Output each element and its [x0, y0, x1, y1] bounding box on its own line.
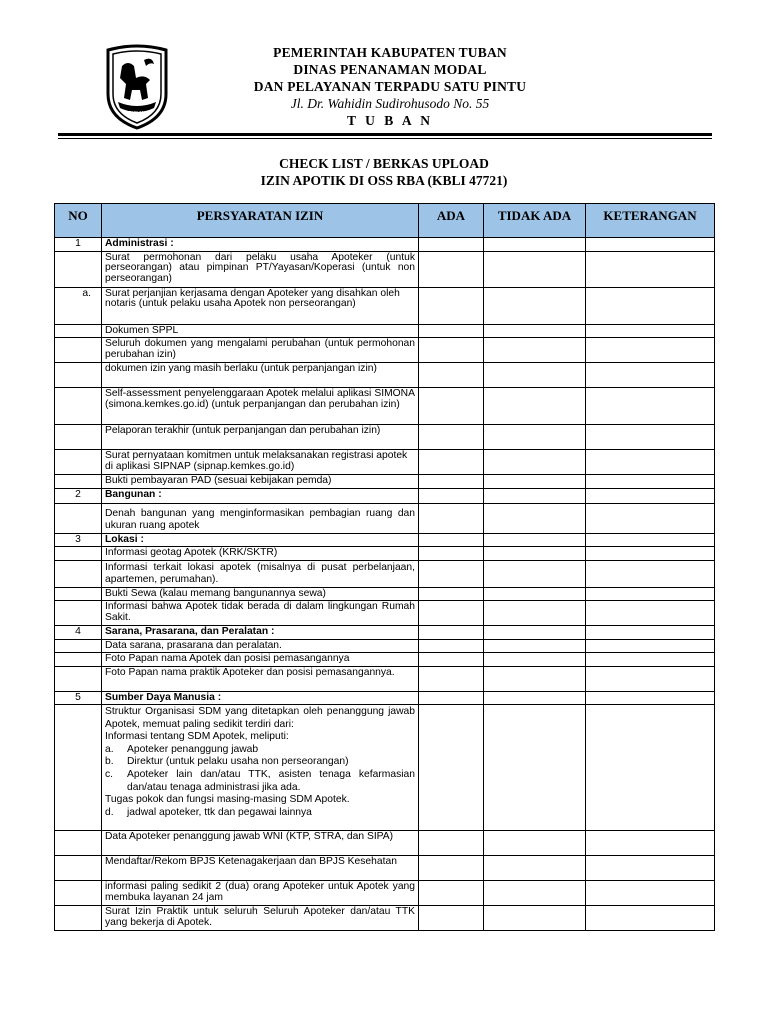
keterangan-cell[interactable]	[586, 324, 715, 338]
row-number	[55, 587, 102, 601]
sdm-item-d	[105, 807, 415, 820]
tidak-ada-cell[interactable]	[484, 338, 586, 363]
ada-cell[interactable]	[419, 488, 484, 503]
tidak-ada-cell[interactable]	[484, 324, 586, 338]
row-number	[55, 425, 102, 450]
table-row-section	[55, 238, 715, 252]
table-row	[55, 425, 715, 450]
requirement-text: Struktur Organisasi SDM yang ditetapkan oleh penanggung jawab Apotek, memuat paling sedikit terdiri dari:	[105, 706, 415, 730]
requirement-text: Surat permohonan dari pelaku usaha Apoteker (untuk perseorangan) atau pimpinan PT/Yayasan/Koperasi (untuk non perseorangan)	[102, 251, 419, 287]
header-no: NO	[55, 204, 102, 238]
keterangan-cell[interactable]	[586, 666, 715, 691]
ada-cell[interactable]	[419, 450, 484, 475]
table-row	[55, 831, 715, 856]
sdm-item-label: b.	[105, 756, 114, 768]
sdm-item-text: jadwal apoteker, ttk dan pegawai lainnya	[127, 806, 312, 818]
ada-cell[interactable]	[419, 547, 484, 561]
requirement-text: Pelaporan terakhir (untuk perpanjangan dan perubahan izin)	[102, 425, 419, 450]
tidak-ada-cell[interactable]	[484, 560, 586, 587]
row-number	[55, 705, 102, 831]
sdm-tugas-text: Tugas pokok dan fungsi masing-masing SDM Apotek.	[105, 794, 350, 806]
table-row	[55, 856, 715, 881]
section-title-bangunan: Bangunan :	[105, 488, 162, 500]
table-row-section	[55, 691, 715, 705]
row-number	[55, 547, 102, 561]
requirement-text: Bukti pembayaran PAD (sesuai kebijakan pemda)	[102, 475, 419, 489]
tidak-ada-cell[interactable]	[484, 653, 586, 667]
ada-cell[interactable]	[419, 363, 484, 388]
ada-cell[interactable]	[419, 666, 484, 691]
section-title-sdm: Sumber Daya Manusia :	[105, 691, 222, 703]
row-number	[55, 251, 102, 287]
table-row	[55, 653, 715, 667]
tidak-ada-cell[interactable]	[484, 587, 586, 601]
table-row	[55, 601, 715, 626]
keterangan-cell[interactable]	[586, 503, 715, 533]
keterangan-cell[interactable]	[586, 601, 715, 626]
requirement-text: Foto Papan nama praktik Apoteker dan posisi pemasangannya.	[102, 666, 419, 691]
keterangan-cell[interactable]	[586, 251, 715, 287]
row-number: 2	[55, 488, 102, 503]
requirement-text: Self-assessment penyelenggaraan Apotek melalui aplikasi SIMONA (simona.kemkes.go.id) (untuk perpanjangan dan perubahan izin)	[102, 388, 419, 425]
ada-cell[interactable]	[419, 639, 484, 653]
keterangan-cell[interactable]	[586, 653, 715, 667]
row-number	[55, 653, 102, 667]
requirement-text: Informasi bahwa Apotek tidak berada di dalam lingkungan Rumah Sakit.	[102, 601, 419, 626]
ada-cell[interactable]	[419, 601, 484, 626]
requirement-text: Data Apoteker penanggung jawab WNI (KTP, STRA, dan SIPA)	[102, 831, 419, 856]
tidak-ada-cell[interactable]	[484, 906, 586, 931]
letterhead	[0, 0, 768, 140]
ada-cell[interactable]	[419, 587, 484, 601]
sdm-item-text: Direktur (untuk pelaku usaha non perseorangan)	[127, 756, 349, 768]
table-row	[55, 587, 715, 601]
government-name: PEMERINTAH KABUPATEN TUBAN	[273, 45, 507, 60]
table-row	[55, 705, 715, 831]
keterangan-cell[interactable]	[586, 287, 715, 324]
sdm-item-a	[105, 744, 415, 757]
agency-name: DINAS PENANAMAN MODAL	[293, 62, 487, 77]
ada-cell[interactable]	[419, 503, 484, 533]
keterangan-cell[interactable]	[586, 856, 715, 881]
sdm-item-text: Apoteker penanggung jawab	[127, 743, 259, 755]
table-row	[55, 388, 715, 425]
tidak-ada-cell[interactable]	[484, 238, 586, 252]
agency-address: Jl. Dr. Wahidin Sudirohusodo No. 55	[290, 96, 490, 111]
table-row	[55, 450, 715, 475]
document-title-line2: IZIN APOTIK DI OSS RBA (KBLI 47721)	[260, 173, 508, 188]
letterhead-divider-thin	[58, 138, 712, 139]
tidak-ada-cell[interactable]	[484, 856, 586, 881]
keterangan-cell[interactable]	[586, 881, 715, 906]
keterangan-cell[interactable]	[586, 425, 715, 450]
keterangan-cell[interactable]	[586, 705, 715, 831]
section-title-sarana: Sarana, Prasarana, dan Peralatan :	[105, 626, 275, 637]
sdm-item-label: a.	[105, 743, 114, 755]
tidak-ada-cell[interactable]	[484, 388, 586, 425]
ada-cell[interactable]	[419, 388, 484, 425]
table-row	[55, 475, 715, 489]
keterangan-cell[interactable]	[586, 831, 715, 856]
row-number	[55, 831, 102, 856]
keterangan-cell[interactable]	[586, 363, 715, 388]
row-number: 5	[55, 691, 102, 705]
keterangan-cell[interactable]	[586, 547, 715, 561]
table-row	[55, 251, 715, 287]
row-number	[55, 475, 102, 489]
ada-cell[interactable]	[419, 691, 484, 705]
tidak-ada-cell[interactable]	[484, 475, 586, 489]
keterangan-cell[interactable]	[586, 587, 715, 601]
ada-cell[interactable]	[419, 906, 484, 931]
tidak-ada-cell[interactable]	[484, 705, 586, 831]
row-number	[55, 856, 102, 881]
header-tidak-ada: TIDAK ADA	[484, 204, 586, 238]
table-header-row	[55, 204, 715, 238]
header-keterangan: KETERANGAN	[586, 204, 715, 238]
requirement-text: Data sarana, prasarana dan peralatan.	[102, 639, 419, 653]
table-row	[55, 503, 715, 533]
tidak-ada-cell[interactable]	[484, 287, 586, 324]
ada-cell[interactable]	[419, 856, 484, 881]
ada-cell[interactable]	[419, 425, 484, 450]
row-number: 1	[55, 238, 102, 252]
ada-cell[interactable]	[419, 705, 484, 831]
tidak-ada-cell[interactable]	[484, 639, 586, 653]
keterangan-cell[interactable]	[586, 906, 715, 931]
tidak-ada-cell[interactable]	[484, 547, 586, 561]
requirement-text: Surat Izin Praktik untuk seluruh Seluruh Apoteker dan/atau TTK yang bekerja di Apotek.	[102, 906, 419, 931]
requirement-text: Foto Papan nama Apotek dan posisi pemasangannya	[102, 653, 419, 667]
table-row	[55, 639, 715, 653]
row-number	[55, 601, 102, 626]
row-number: a.	[55, 287, 102, 324]
tidak-ada-cell[interactable]	[484, 425, 586, 450]
ada-cell[interactable]	[419, 238, 484, 252]
keterangan-cell[interactable]	[586, 639, 715, 653]
tidak-ada-cell[interactable]	[484, 363, 586, 388]
table-row-section	[55, 488, 715, 503]
section-title-administrasi: Administrasi :	[105, 238, 174, 249]
row-number	[55, 881, 102, 906]
ada-cell[interactable]	[419, 287, 484, 324]
table-row	[55, 338, 715, 363]
ada-cell[interactable]	[419, 626, 484, 640]
requirement-text: Informasi terkait lokasi apotek (misalnya di pusat perbelanjaan, apartemen, perumahan).	[102, 560, 419, 587]
keterangan-cell[interactable]	[586, 238, 715, 252]
sdm-item-label: c.	[105, 768, 114, 780]
requirement-text: Bukti Sewa (kalau memang bangunannya sewa)	[102, 587, 419, 601]
tidak-ada-cell[interactable]	[484, 831, 586, 856]
sdm-item-c	[105, 769, 415, 794]
keterangan-cell[interactable]	[586, 560, 715, 587]
sdm-info-intro: Informasi tentang SDM Apotek, meliputi:	[105, 731, 289, 743]
requirement-text: Denah bangunan yang menginformasikan pembagian ruang dan ukuran ruang apotek	[102, 503, 419, 533]
ada-cell[interactable]	[419, 653, 484, 667]
sdm-item-b	[105, 756, 415, 769]
keterangan-cell[interactable]	[586, 475, 715, 489]
ada-cell[interactable]	[419, 533, 484, 547]
ada-cell[interactable]	[419, 831, 484, 856]
ada-cell[interactable]	[419, 338, 484, 363]
tidak-ada-cell[interactable]	[484, 251, 586, 287]
header-persyaratan: PERSYARATAN IZIN	[102, 204, 419, 238]
tidak-ada-cell[interactable]	[484, 488, 586, 503]
letterhead-divider-thick	[58, 133, 712, 136]
logo-text: TUBAN	[128, 111, 146, 117]
requirement-text: dokumen izin yang masih berlaku (untuk perpanjangan izin)	[102, 363, 419, 388]
requirement-text: Mendaftar/Rekom BPJS Ketenagakerjaan dan BPJS Kesehatan	[102, 856, 419, 881]
tidak-ada-cell[interactable]	[484, 691, 586, 705]
table-row	[55, 547, 715, 561]
table-row	[55, 666, 715, 691]
tidak-ada-cell[interactable]	[484, 533, 586, 547]
table-row-section	[55, 626, 715, 640]
tidak-ada-cell[interactable]	[484, 666, 586, 691]
tidak-ada-cell[interactable]	[484, 601, 586, 626]
table-row	[55, 560, 715, 587]
requirement-text: informasi paling sedikit 2 (dua) orang Apoteker untuk Apotek yang membuka layanan 24 jam	[102, 881, 419, 906]
ada-cell[interactable]	[419, 251, 484, 287]
header-ada: ADA	[419, 204, 484, 238]
row-number	[55, 363, 102, 388]
keterangan-cell[interactable]	[586, 488, 715, 503]
requirement-text: Dokumen SPPL	[102, 324, 419, 338]
keterangan-cell[interactable]	[586, 338, 715, 363]
row-number: 3	[55, 533, 102, 547]
row-number: 4	[55, 626, 102, 640]
requirement-text: Surat perjanjian kerjasama dengan Apoteker yang disahkan oleh notaris (untuk pelaku usaha Apotek non perseorangan)	[102, 287, 419, 324]
table-row-section	[55, 533, 715, 547]
table-row	[55, 324, 715, 338]
requirements-table	[54, 203, 715, 931]
row-number	[55, 388, 102, 425]
requirement-text: Seluruh dokumen yang mengalami perubahan (untuk permohonan perubahan izin)	[102, 338, 419, 363]
row-number	[55, 639, 102, 653]
row-number	[55, 450, 102, 475]
requirement-text: Surat pernyataan komitmen untuk melaksanakan registrasi apotek di aplikasi SIPNAP (sipnap.kemkes.go.id)	[102, 450, 419, 475]
ada-cell[interactable]	[419, 881, 484, 906]
tidak-ada-cell[interactable]	[484, 503, 586, 533]
document-title-line1: CHECK LIST / BERKAS UPLOAD	[279, 156, 489, 171]
row-number	[55, 560, 102, 587]
tidak-ada-cell[interactable]	[484, 881, 586, 906]
table-row	[55, 906, 715, 931]
row-number	[55, 324, 102, 338]
tidak-ada-cell[interactable]	[484, 626, 586, 640]
ada-cell[interactable]	[419, 560, 484, 587]
keterangan-cell[interactable]	[586, 626, 715, 640]
keterangan-cell[interactable]	[586, 533, 715, 547]
sdm-item-text: Apoteker lain dan/atau TTK, asisten tenaga kefarmasian dan/atau tenaga administrasi jika ada.	[127, 768, 415, 793]
row-number	[55, 503, 102, 533]
table-row	[55, 881, 715, 906]
agency-city: T U B A N	[346, 113, 434, 128]
tidak-ada-cell[interactable]	[484, 450, 586, 475]
table-row	[55, 363, 715, 388]
section-title-lokasi: Lokasi :	[105, 533, 144, 545]
keterangan-cell[interactable]	[586, 388, 715, 425]
ada-cell[interactable]	[419, 475, 484, 489]
sdm-item-label: d.	[105, 806, 114, 818]
tuban-emblem-icon	[104, 44, 170, 130]
row-number	[55, 666, 102, 691]
keterangan-cell[interactable]	[586, 691, 715, 705]
table-row	[55, 287, 715, 324]
document-title	[0, 155, 768, 189]
ada-cell[interactable]	[419, 324, 484, 338]
keterangan-cell[interactable]	[586, 450, 715, 475]
row-number	[55, 338, 102, 363]
requirement-text: Informasi geotag Apotek (KRK/SKTR)	[102, 547, 419, 561]
row-number	[55, 906, 102, 931]
agency-name-continued: DAN PELAYANAN TERPADU SATU PINTU	[253, 79, 527, 94]
